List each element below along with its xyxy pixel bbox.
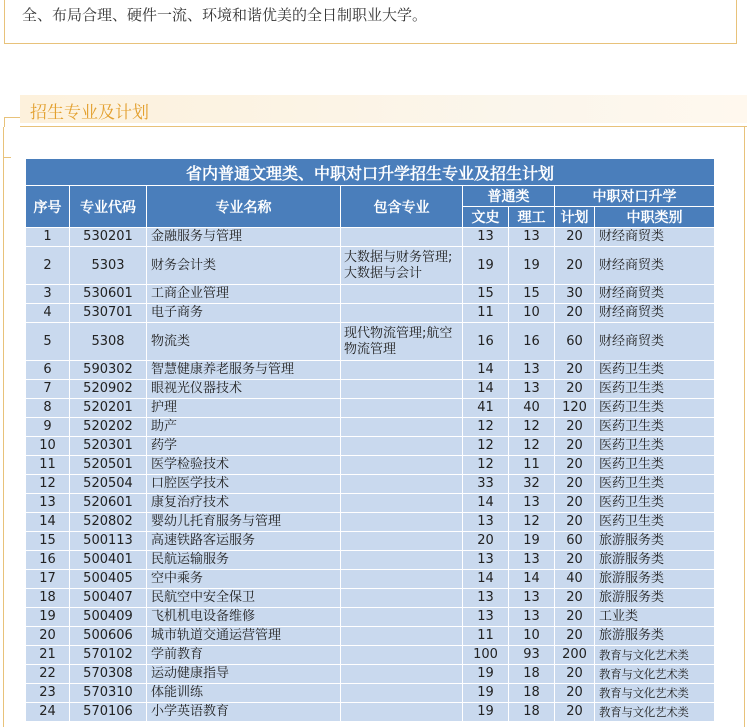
cell-seq: 13 (26, 494, 70, 513)
cell-category: 医药卫生类 (595, 380, 715, 399)
cell-name: 民航空中安全保卫 (147, 589, 341, 608)
cell-seq: 14 (26, 513, 70, 532)
cell-name: 城市轨道交通运营管理 (147, 627, 341, 646)
cell-name: 小学英语教育 (147, 703, 341, 722)
cell-seq: 23 (26, 684, 70, 703)
cell-includes (341, 665, 463, 684)
cell-science: 14 (509, 570, 555, 589)
cell-name: 空中乘务 (147, 570, 341, 589)
cell-category: 旅游服务类 (595, 627, 715, 646)
col-header-seq: 序号 (26, 186, 70, 228)
cell-name: 物流类 (147, 323, 341, 361)
cell-name: 护理 (147, 399, 341, 418)
cell-includes (341, 551, 463, 570)
cell-code: 570106 (70, 703, 147, 722)
cell-category: 医药卫生类 (595, 361, 715, 380)
section-title: 招生专业及计划 (30, 103, 149, 123)
cell-plan: 20 (555, 608, 595, 627)
cell-name: 眼视光仪器技术 (147, 380, 341, 399)
cell-plan: 20 (555, 304, 595, 323)
cell-plan: 20 (555, 665, 595, 684)
cell-seq: 18 (26, 589, 70, 608)
cell-science: 32 (509, 475, 555, 494)
cell-arts: 19 (463, 684, 509, 703)
cell-includes (341, 589, 463, 608)
cell-plan: 20 (555, 703, 595, 722)
cell-includes (341, 570, 463, 589)
cell-category: 医药卫生类 (595, 475, 715, 494)
cell-plan: 20 (555, 475, 595, 494)
cell-plan: 20 (555, 361, 595, 380)
cell-code: 520202 (70, 418, 147, 437)
cell-science: 18 (509, 665, 555, 684)
cell-includes (341, 456, 463, 475)
cell-arts: 20 (463, 532, 509, 551)
cell-name: 高速铁路客运服务 (147, 532, 341, 551)
cell-science: 40 (509, 399, 555, 418)
cell-arts: 12 (463, 456, 509, 475)
col-header-arts: 文史 (463, 207, 509, 228)
cell-category: 旅游服务类 (595, 570, 715, 589)
cell-plan: 60 (555, 532, 595, 551)
section-corner-decoration (4, 117, 20, 127)
cell-plan: 20 (555, 627, 595, 646)
cell-code: 500606 (70, 627, 147, 646)
cell-name: 康复治疗技术 (147, 494, 341, 513)
intro-text: 全、布局合理、硬件一流、环境和谐优美的全日制职业大学。 (22, 6, 428, 24)
cell-science: 13 (509, 589, 555, 608)
cell-category: 旅游服务类 (595, 532, 715, 551)
cell-seq: 17 (26, 570, 70, 589)
cell-seq: 15 (26, 532, 70, 551)
cell-category: 医药卫生类 (595, 437, 715, 456)
cell-arts: 15 (463, 285, 509, 304)
cell-seq: 10 (26, 437, 70, 456)
cell-plan: 20 (555, 228, 595, 247)
cell-science: 11 (509, 456, 555, 475)
cell-includes (341, 532, 463, 551)
cell-science: 19 (509, 247, 555, 285)
cell-plan: 20 (555, 380, 595, 399)
cell-category: 财经商贸类 (595, 228, 715, 247)
cell-seq: 11 (26, 456, 70, 475)
cell-science: 13 (509, 608, 555, 627)
cell-code: 5308 (70, 323, 147, 361)
cell-code: 500113 (70, 532, 147, 551)
cell-arts: 19 (463, 247, 509, 285)
cell-category: 医药卫生类 (595, 456, 715, 475)
cell-name: 助产 (147, 418, 341, 437)
cell-plan: 20 (555, 494, 595, 513)
cell-includes (341, 513, 463, 532)
cell-seq: 20 (26, 627, 70, 646)
cell-code: 5303 (70, 247, 147, 285)
cell-category: 工业类 (595, 608, 715, 627)
cell-name: 医学检验技术 (147, 456, 341, 475)
cell-includes (341, 228, 463, 247)
cell-code: 500401 (70, 551, 147, 570)
cell-code: 520501 (70, 456, 147, 475)
cell-includes (341, 285, 463, 304)
cell-name: 体能训练 (147, 684, 341, 703)
cell-includes (341, 646, 463, 665)
cell-seq: 1 (26, 228, 70, 247)
cell-arts: 13 (463, 608, 509, 627)
cell-code: 500407 (70, 589, 147, 608)
cell-science: 10 (509, 304, 555, 323)
cell-science: 19 (509, 532, 555, 551)
cell-science: 18 (509, 703, 555, 722)
cell-includes (341, 437, 463, 456)
cell-plan: 20 (555, 456, 595, 475)
cell-arts: 13 (463, 228, 509, 247)
cell-science: 18 (509, 684, 555, 703)
table-title: 省内普通文理类、中职对口升学招生专业及招生计划 (26, 159, 715, 186)
col-header-vocational: 中职对口升学 (555, 186, 715, 207)
cell-code: 520902 (70, 380, 147, 399)
cell-plan: 20 (555, 437, 595, 456)
col-header-general: 普通类 (463, 186, 555, 207)
enrollment-plan-table (25, 158, 715, 722)
cell-plan: 20 (555, 684, 595, 703)
cell-science: 13 (509, 228, 555, 247)
cell-includes (341, 684, 463, 703)
cell-arts: 12 (463, 418, 509, 437)
cell-seq: 22 (26, 665, 70, 684)
cell-arts: 14 (463, 380, 509, 399)
cell-seq: 7 (26, 380, 70, 399)
cell-science: 13 (509, 380, 555, 399)
cell-code: 520802 (70, 513, 147, 532)
cell-category: 教育与文化艺术类 (595, 665, 715, 684)
cell-arts: 41 (463, 399, 509, 418)
cell-includes: 现代物流管理;航空物流管理 (341, 323, 463, 361)
cell-plan: 60 (555, 323, 595, 361)
cell-includes (341, 627, 463, 646)
cell-arts: 12 (463, 437, 509, 456)
cell-science: 12 (509, 513, 555, 532)
cell-includes (341, 361, 463, 380)
cell-name: 药学 (147, 437, 341, 456)
cell-plan: 200 (555, 646, 595, 665)
cell-arts: 13 (463, 589, 509, 608)
cell-code: 570310 (70, 684, 147, 703)
cell-category: 教育与文化艺术类 (595, 703, 715, 722)
cell-includes (341, 399, 463, 418)
cell-plan: 20 (555, 551, 595, 570)
cell-seq: 4 (26, 304, 70, 323)
col-header-code: 专业代码 (70, 186, 147, 228)
cell-arts: 11 (463, 304, 509, 323)
cell-category: 旅游服务类 (595, 551, 715, 570)
cell-code: 520601 (70, 494, 147, 513)
cell-plan: 120 (555, 399, 595, 418)
cell-seq: 2 (26, 247, 70, 285)
col-header-name: 专业名称 (147, 186, 341, 228)
cell-includes (341, 380, 463, 399)
cell-arts: 16 (463, 323, 509, 361)
cell-plan: 20 (555, 247, 595, 285)
cell-science: 10 (509, 627, 555, 646)
cell-seq: 12 (26, 475, 70, 494)
cell-science: 12 (509, 418, 555, 437)
cell-arts: 14 (463, 361, 509, 380)
cell-seq: 8 (26, 399, 70, 418)
cell-code: 570308 (70, 665, 147, 684)
cell-code: 570102 (70, 646, 147, 665)
cell-science: 15 (509, 285, 555, 304)
cell-code: 520301 (70, 437, 147, 456)
cell-category: 教育与文化艺术类 (595, 684, 715, 703)
cell-arts: 13 (463, 513, 509, 532)
cell-seq: 24 (26, 703, 70, 722)
cell-name: 飞机机电设备维修 (147, 608, 341, 627)
cell-includes (341, 418, 463, 437)
cell-seq: 5 (26, 323, 70, 361)
cell-name: 民航运输服务 (147, 551, 341, 570)
cell-name: 工商企业管理 (147, 285, 341, 304)
cell-category: 医药卫生类 (595, 513, 715, 532)
cell-code: 530701 (70, 304, 147, 323)
cell-category: 教育与文化艺术类 (595, 646, 715, 665)
cell-name: 婴幼儿托育服务与管理 (147, 513, 341, 532)
cell-name: 运动健康指导 (147, 665, 341, 684)
cell-arts: 11 (463, 627, 509, 646)
cell-category: 财经商贸类 (595, 247, 715, 285)
cell-seq: 21 (26, 646, 70, 665)
cell-arts: 13 (463, 551, 509, 570)
cell-category: 医药卫生类 (595, 399, 715, 418)
cell-name: 口腔医学技术 (147, 475, 341, 494)
col-header-plan: 计划 (555, 207, 595, 228)
cell-includes (341, 475, 463, 494)
cell-code: 520504 (70, 475, 147, 494)
cell-science: 12 (509, 437, 555, 456)
cell-plan: 40 (555, 570, 595, 589)
cell-includes: 大数据与财务管理;大数据与会计 (341, 247, 463, 285)
cell-name: 电子商务 (147, 304, 341, 323)
cell-name: 金融服务与管理 (147, 228, 341, 247)
cell-includes (341, 494, 463, 513)
cell-name: 学前教育 (147, 646, 341, 665)
frame-tick (3, 157, 11, 158)
cell-arts: 100 (463, 646, 509, 665)
cell-arts: 14 (463, 494, 509, 513)
cell-code: 500409 (70, 608, 147, 627)
cell-seq: 6 (26, 361, 70, 380)
cell-code: 520201 (70, 399, 147, 418)
cell-code: 590302 (70, 361, 147, 380)
cell-seq: 16 (26, 551, 70, 570)
col-header-science: 理工 (509, 207, 555, 228)
cell-name: 智慧健康养老服务与管理 (147, 361, 341, 380)
cell-arts: 19 (463, 703, 509, 722)
cell-code: 530601 (70, 285, 147, 304)
cell-arts: 33 (463, 475, 509, 494)
cell-science: 93 (509, 646, 555, 665)
cell-arts: 14 (463, 570, 509, 589)
cell-science: 13 (509, 551, 555, 570)
cell-includes (341, 304, 463, 323)
cell-science: 13 (509, 494, 555, 513)
cell-seq: 3 (26, 285, 70, 304)
cell-category: 财经商贸类 (595, 323, 715, 361)
cell-category: 医药卫生类 (595, 494, 715, 513)
cell-includes (341, 608, 463, 627)
cell-name: 财务会计类 (147, 247, 341, 285)
cell-category: 医药卫生类 (595, 418, 715, 437)
cell-code: 500405 (70, 570, 147, 589)
cell-plan: 20 (555, 418, 595, 437)
cell-science: 13 (509, 361, 555, 380)
col-header-includes: 包含专业 (341, 186, 463, 228)
cell-category: 财经商贸类 (595, 304, 715, 323)
cell-science: 16 (509, 323, 555, 361)
cell-code: 530201 (70, 228, 147, 247)
cell-seq: 19 (26, 608, 70, 627)
cell-category: 旅游服务类 (595, 589, 715, 608)
cell-plan: 30 (555, 285, 595, 304)
cell-category: 财经商贸类 (595, 285, 715, 304)
cell-seq: 9 (26, 418, 70, 437)
cell-plan: 20 (555, 589, 595, 608)
cell-plan: 20 (555, 513, 595, 532)
col-header-category: 中职类别 (595, 207, 715, 228)
cell-arts: 19 (463, 665, 509, 684)
